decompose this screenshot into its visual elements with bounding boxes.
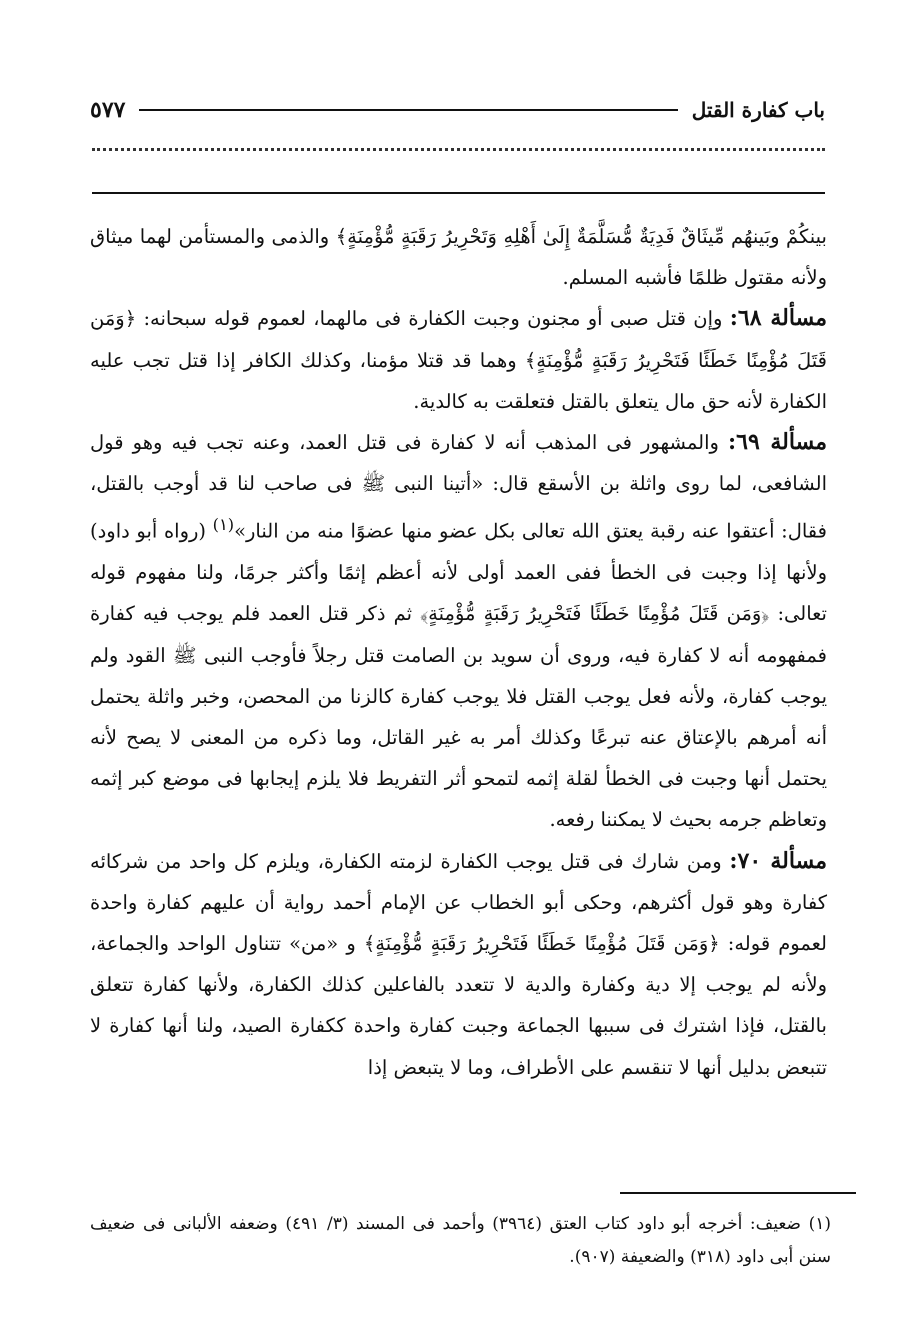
footnotes <box>90 1208 831 1274</box>
paragraph-text: و «من» تتناول الواحد والجماعة، ولأنه لم يوجب إلا دية وكفارة والدية لا تتعدد بالفاعلين كذلك الكفارة، ولأنها كفارة تتعلق بالقتل، فإذا اشترك فى سببها الجماعة وجبت كفارة واحدة ككفارة الصيد، ولنا أنها كفارة لا تتبعض بدليل أنها لا تنقسم على الأطراف، وما لا يتبعض إذا <box>90 931 827 1079</box>
footnote-number: (١) <box>808 1214 831 1234</box>
paragraph-text: ومن شارك فى قتل يوجب الكفارة لزمته الكفارة، ويلزم كل واحد من شركائه كفارة وهو قول أكثرهم، وحكى أبو الخطاب عن الإمام أحمد رواية أن عليهم كفارة واحدة لعموم قوله: <box>90 849 827 955</box>
quran-verse: ﴿وَمَن قَتَلَ مُؤْمِنًا خَطَئًا فَتَحْرِيرُ رَقَبَةٍ مُّؤْمِنَةٍ﴾ <box>90 307 827 372</box>
page-number: ٥٧٧ <box>90 97 126 123</box>
paragraph-text: والمشهور فى المذهب أنه لا كفارة فى قتل العمد، وعنه تجب فيه وهو قول الشافعى، لما روى واثلة بن الأسقع قال: «أتينا النبى ﷺ فى صاحب لنا قد أوجب بالقتل، فقال: أعتقوا عنه رقبة يعتق الله تعالى بكل عضو منها عضوًا منه من النار» <box>90 431 827 543</box>
paragraph-masala-69 <box>90 422 827 841</box>
running-header <box>90 90 825 130</box>
paragraph-text: ثم ذكر قتل العمد فلم يوجب فيه كفارة فمفهومه أنه لا كفارة فيه، وروى أن سويد بن الصامت قتل رجلاً فأوجب النبى ﷺ القود ولم يوجب كفارة، ولأنه فعل يوجب القتل فلا يوجب كفارة كالزنا من المحصن، وخبر واثلة يحتمل أنه أمرهم بالإعتاق عنه تبرعًا وكذلك أمر به غير القاتل، وما ذكره من المعنى لا يصح لأنه يحتمل أنها وجبت فى الخطأ لقلة إثمه لتمحو أثر التفريط فلا يلزم إيجابها فى موضع كبر إثمه وتعاظم جرمه بحيث لا يمكننا رفعه. <box>90 602 827 832</box>
footnote-1 <box>90 1208 831 1274</box>
footnote-marker[interactable]: (١) <box>212 515 235 535</box>
paragraph-1 <box>90 216 827 298</box>
masala-label: مسألة ٧٠: <box>729 847 827 874</box>
dotted-separator <box>92 148 825 151</box>
masala-label: مسألة ٦٩: <box>728 429 827 456</box>
paragraph-masala-70 <box>90 841 827 1088</box>
paragraph-text: (رواه أبو داود) ولأنها إذا وجبت فى الخطأ ففى العمد أولى لأنه أعظم إثمًا وأكثر جرمًا، ولنا مفهوم قوله تعالى: <box>90 519 827 626</box>
header-rule <box>139 109 677 111</box>
quran-verse: ﴿وَمَن قَتَلَ مُؤْمِنًا خَطَئًا فَتَحْرِيرُ رَقَبَةٍ مُّؤْمِنَةٍ﴾ <box>420 602 770 626</box>
quran-verse: بينكُمْ وبَينهُم مِّيثَاقٌ فَدِيَةٌ مُّسَلَّمَةٌ إِلَىٰ أَهْلِهِ وَتَحْرِيرُ رَقَبَةٍ مُّؤْمِنَةٍ﴾ <box>335 225 827 248</box>
footnote-text: ضعيف: أخرجه أبو داود كتاب العتق (٣٩٦٤) وأحمد فى المسند (٣/ ٤٩١) وضعفه الألبانى فى ضعيف سنن أبى داود (٣١٨) والضعيفة (٩٠٧). <box>90 1214 831 1267</box>
paragraph-masala-68 <box>90 298 827 422</box>
footnote-rule <box>620 1192 856 1194</box>
main-text <box>90 216 827 1088</box>
chapter-title: باب كفارة القتل <box>691 98 825 122</box>
masala-label: مسألة ٦٨: <box>729 305 827 332</box>
paragraph-text: والذمى والمستأمن لهما ميثاق ولأنه مقتول ظلمًا فأشبه المسلم. <box>90 225 827 290</box>
quran-verse: ﴿وَمَن قَتَلَ مُؤْمِنًا خَطَئًا فَتَحْرِيرُ رَقَبَةٍ مُّؤْمِنَةٍ﴾ <box>363 931 720 955</box>
paragraph-text: وإن قتل صبى أو مجنون وجبت الكفارة فى مالهما، لعموم قوله سبحانه: <box>136 307 730 331</box>
top-rule <box>92 192 825 194</box>
paragraph-text: وهما قد قتلا مؤمنا، وكذلك الكافر إذا قتل تجب عليه الكفارة لأنه حق مال يتعلق بالقتل فتعلقت به كالدية. <box>90 348 827 413</box>
